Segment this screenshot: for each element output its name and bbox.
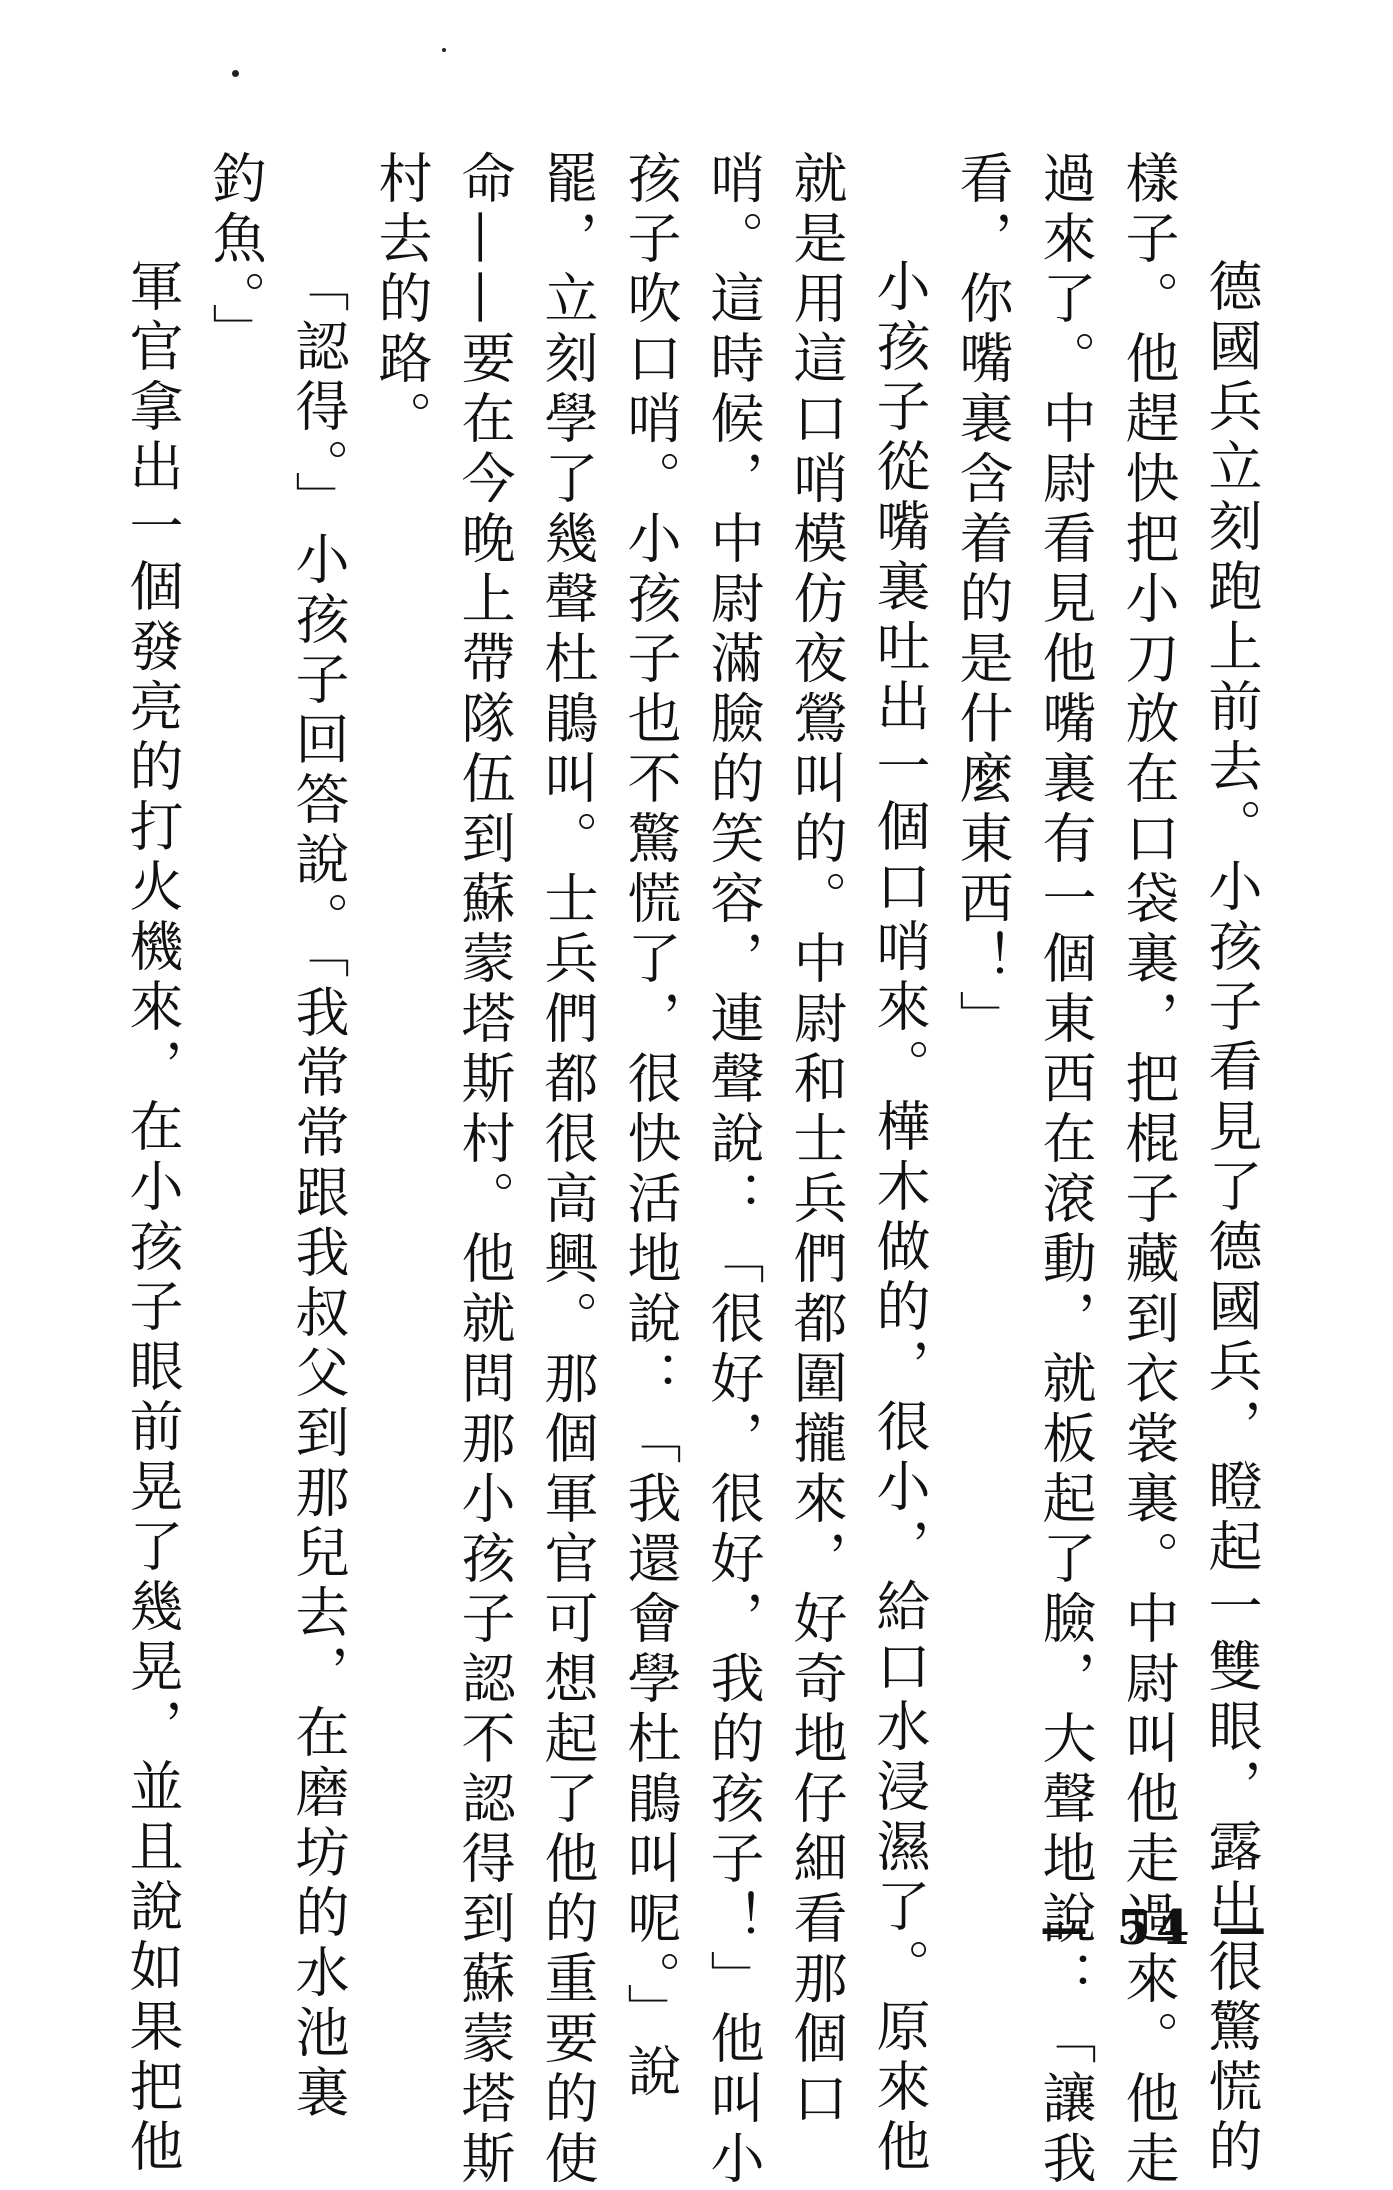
text-line-4: 看，你嘴裏含着的是什麼東西！」 — [951, 150, 1014, 1050]
text-line-14: 軍官拿出一個發亮的打火機來，在小孩子眼前晃了幾晃，並且說如果把他 — [121, 258, 184, 2178]
text-line-8: 孩子吹口哨。小孩子也不驚慌了，很快活地說：「我還會學杜鵑叫呢。」說 — [619, 150, 682, 2103]
ink-speck — [232, 70, 239, 77]
text-line-13: 釣魚。」 — [204, 150, 267, 363]
ink-speck — [442, 48, 446, 52]
text-line-11: 村去的路。 — [370, 150, 433, 450]
text-line-6: 就是用這口哨模仿夜鶯叫的。中尉和士兵們都圍攏來，好奇地仔細看那個口 — [785, 150, 848, 2130]
text-line-3: 過來了。中尉看見他嘴裏有一個東西在滾動，就板起了臉，大聲地說：「讓我 — [1034, 150, 1097, 2190]
text-line-5: 小孩子從嘴裏吐出一個口哨來。樺木做的，很小，給口水浸濕了。原來他 — [868, 258, 931, 2178]
text-line-10: 命——要在今晚上帶隊伍到蘇蒙塔斯村。他就問那小孩子認不認得到蘇蒙塔斯 — [453, 150, 516, 2190]
text-line-1: 德國兵立刻跑上前去。小孩子看見了德國兵，瞪起一雙眼，露出很驚慌的 — [1200, 258, 1263, 2178]
page-number: — 54 — — [1040, 1900, 1273, 1956]
text-line-12: 「認得。」小孩子回答說。「我常常跟我叔父到那兒去，在磨坊的水池裏 — [287, 258, 350, 2124]
text-line-7: 哨。這時候，中尉滿臉的笑容，連聲說：「很好，很好，我的孩子！」他叫小 — [702, 150, 765, 2190]
text-line-2: 樣子。他趕快把小刀放在口袋裏，把棍子藏到衣裳裏。中尉叫他走過來。他走 — [1117, 150, 1180, 2190]
text-line-9: 罷，立刻學了幾聲杜鵑叫。士兵們都很高興。那個軍官可想起了他的重要的使 — [536, 150, 599, 2190]
